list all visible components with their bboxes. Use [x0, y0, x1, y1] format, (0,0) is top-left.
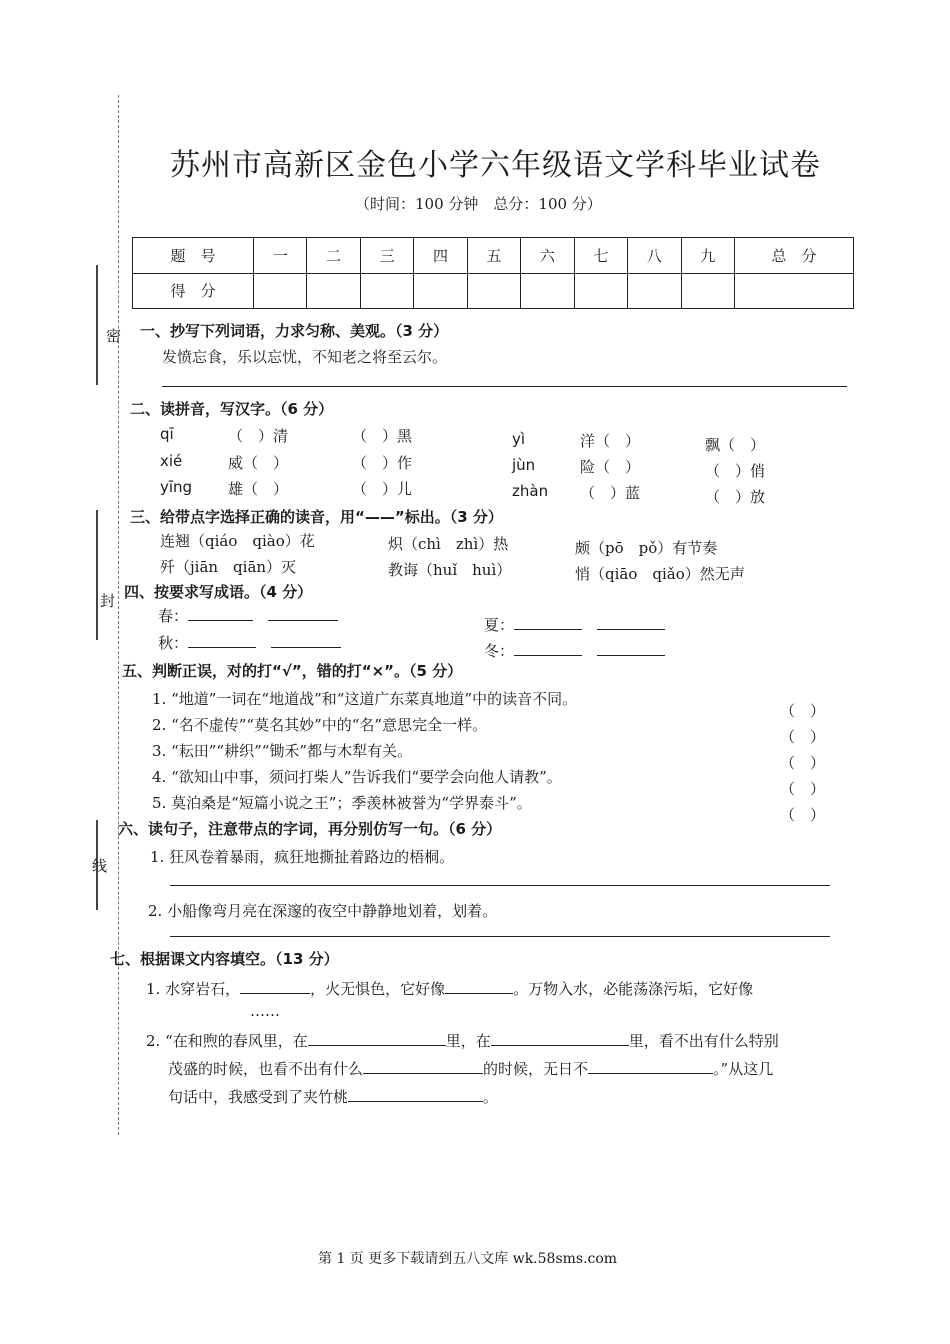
fill-blank[interactable]	[363, 1059, 483, 1074]
pinyin: qī	[160, 425, 174, 443]
score-table-score-row	[133, 273, 854, 309]
table-col-4: 四	[414, 238, 467, 274]
judgement-item: 5. 莫泊桑是“短篇小说之王”；季羡林被誉为“学界泰斗”。	[152, 794, 532, 812]
fill-blank[interactable]	[308, 1031, 446, 1046]
reading-choice: 连翘（qiáo qiào）花	[160, 532, 315, 550]
fill-text: 里，看不出有什么特别	[628, 1032, 779, 1050]
fill-text: 2. “在和煦的春风里，在	[146, 1032, 308, 1050]
idiom-blank[interactable]	[268, 606, 338, 621]
score-table	[132, 237, 854, 309]
section-1-text: 发愤忘食，乐以忘忧，不知老之将至云尔。	[162, 348, 448, 366]
fill-text: 茂盛的时候，也看不出有什么	[168, 1060, 364, 1078]
idiom-blank[interactable]	[188, 606, 253, 621]
blank-item: 雄（ ）	[228, 480, 289, 498]
section-7-title: 七、根据课文内容填空。（13 分）	[110, 950, 339, 968]
fill-text: 里，在	[445, 1032, 491, 1050]
blank-item: （ ）蓝	[580, 484, 641, 502]
fill-question-2-line-3	[168, 1086, 498, 1107]
fill-text: 。	[483, 1088, 499, 1106]
score-cell[interactable]	[254, 273, 307, 309]
blank-item: 洋（ ）	[580, 432, 641, 450]
fill-text: ，火无惧色，它好像	[310, 980, 446, 998]
score-cell[interactable]	[414, 273, 467, 309]
table-col-6: 六	[521, 238, 574, 274]
page-footer: 第 1 页 更多下载请到五八文库 wk.58sms.com	[318, 1251, 618, 1267]
fill-blank[interactable]	[445, 979, 513, 994]
blank-item: 威（ ）	[228, 454, 289, 472]
table-col-total: 总 分	[735, 238, 854, 274]
score-cell[interactable]	[628, 273, 681, 309]
fill-question-2-line-2	[168, 1058, 773, 1079]
fill-text: 。万物入水，必能荡涤污垢，它好像	[513, 980, 754, 998]
score-cell[interactable]	[574, 273, 627, 309]
idiom-blank[interactable]	[188, 633, 256, 648]
imitation-sentence-2: 2. 小船像弯月亮在深邃的夜空中静静地划着，划着。	[148, 902, 498, 920]
blank-item: 险（ ）	[580, 458, 641, 476]
blank-item: （ ）放	[705, 488, 766, 506]
blank-item: （ ）清	[228, 427, 289, 445]
pinyin: xié	[160, 452, 183, 470]
binding-dashed-line	[118, 95, 119, 1135]
section-1-answer-line[interactable]	[162, 386, 847, 387]
table-col-2: 二	[307, 238, 360, 274]
table-label-number: 题 号	[133, 238, 254, 274]
judgement-answer-box[interactable]: （ ）	[780, 702, 826, 720]
reading-choice: 教诲（huǐ huì）	[388, 561, 512, 579]
margin-label-mi: 密	[106, 327, 122, 345]
fill-blank[interactable]	[240, 979, 310, 994]
section-3-title: 三、给带点字选择正确的读音，用“——”标出。（3 分）	[130, 508, 503, 526]
section-4-title: 四、按要求写成语。（4 分）	[124, 583, 313, 601]
imitation-answer-line-1[interactable]	[170, 885, 830, 886]
judgement-answer-box[interactable]: （ ）	[780, 780, 826, 798]
margin-label-feng: 封	[100, 592, 116, 610]
table-label-score: 得 分	[133, 273, 254, 309]
table-col-3: 三	[360, 238, 413, 274]
score-cell[interactable]	[360, 273, 413, 309]
section-6-title: 六、读句子，注意带点的字词，再分别仿写一句。（6 分）	[118, 820, 502, 838]
table-col-7: 七	[574, 238, 627, 274]
blank-item: （ ）俏	[705, 462, 766, 480]
judgement-item: 4. “欲知山中事，须问打柴人”告诉我们“要学会向他人请教”。	[152, 768, 562, 786]
table-col-9: 九	[681, 238, 735, 274]
judgement-item: 2. “名不虚传”“莫名其妙”中的“名”意思完全一样。	[152, 716, 488, 734]
score-cell[interactable]	[307, 273, 360, 309]
idiom-row-winter	[484, 640, 665, 661]
margin-bar-middle	[96, 510, 98, 640]
idiom-blank[interactable]	[514, 615, 582, 630]
blank-item: （ ）儿	[352, 480, 413, 498]
margin-label-xian: 线	[92, 857, 108, 875]
label-summer: 夏：	[484, 616, 515, 634]
fill-text: 1. 水穿岩石，	[146, 980, 241, 998]
fill-text: 的时候，无日不	[483, 1060, 589, 1078]
reading-choice: 炽（chì zhì）热	[388, 535, 509, 553]
fill-question-2-line-1	[146, 1030, 779, 1051]
table-col-8: 八	[628, 238, 681, 274]
judgement-item: 1. “地道”一词在“地道战”和“这道广东菜真地道”中的读音不同。	[152, 690, 578, 708]
label-spring: 春：	[158, 607, 189, 625]
fill-blank[interactable]	[588, 1059, 713, 1074]
table-col-1: 一	[254, 238, 307, 274]
reading-choice: 颇（pō pǒ）有节奏	[575, 539, 718, 557]
score-cell-total[interactable]	[735, 273, 854, 309]
blank-item: （ ）作	[352, 454, 413, 472]
section-1-title: 一、抄写下列词语，力求匀称、美观。（3 分）	[140, 322, 449, 340]
fill-text: 。”从这几	[713, 1060, 774, 1078]
score-cell[interactable]	[521, 273, 574, 309]
idiom-row-summer	[484, 614, 665, 635]
pinyin: zhàn	[512, 482, 549, 500]
label-winter: 冬：	[484, 642, 515, 660]
exam-subtitle: （时间：100 分钟 总分：100 分）	[355, 195, 602, 213]
section-5-title: 五、判断正误，对的打“√”，错的打“×”。（5 分）	[122, 662, 463, 680]
imitation-answer-line-2[interactable]	[170, 936, 830, 937]
section-2-title: 二、读拼音，写汉字。（6 分）	[130, 400, 334, 418]
idiom-row-spring	[158, 605, 338, 626]
idiom-blank[interactable]	[271, 633, 341, 648]
fill-blank[interactable]	[348, 1087, 483, 1102]
fill-question-1	[146, 978, 753, 999]
idiom-blank[interactable]	[514, 641, 582, 656]
idiom-blank[interactable]	[597, 615, 665, 630]
idiom-blank[interactable]	[597, 641, 665, 656]
imitation-sentence-1: 1. 狂风卷着暴雨，疯狂地撕扯着路边的梧桐。	[150, 848, 455, 866]
blank-item: （ ）黑	[352, 427, 413, 445]
pinyin: jùn	[512, 456, 536, 474]
judgement-answer-box[interactable]: （ ）	[780, 806, 826, 824]
label-autumn: 秋：	[158, 634, 189, 652]
judgement-answer-box[interactable]: （ ）	[780, 754, 826, 772]
fill-ellipsis: ……	[250, 1002, 280, 1020]
fill-blank[interactable]	[491, 1031, 629, 1046]
score-table-header-row	[133, 238, 854, 274]
blank-item: 飘（ ）	[705, 436, 766, 454]
fill-text: 句话中，我感受到了夹竹桃	[168, 1088, 349, 1106]
judgement-answer-box[interactable]: （ ）	[780, 728, 826, 746]
table-col-5: 五	[467, 238, 520, 274]
reading-choice: 歼（jiān qiān）灭	[160, 558, 297, 576]
judgement-item: 3. “耘田”“耕织”“锄禾”都与木犁有关。	[152, 742, 413, 760]
score-cell[interactable]	[467, 273, 520, 309]
margin-bar-top	[96, 265, 98, 385]
score-cell[interactable]	[681, 273, 735, 309]
pinyin: yīng	[160, 478, 193, 496]
exam-title: 苏州市高新区金色小学六年级语文学科毕业试卷	[170, 148, 821, 183]
idiom-row-autumn	[158, 632, 341, 653]
reading-choice: 悄（qiāo qiǎo）然无声	[575, 565, 745, 583]
pinyin: yì	[512, 430, 526, 448]
